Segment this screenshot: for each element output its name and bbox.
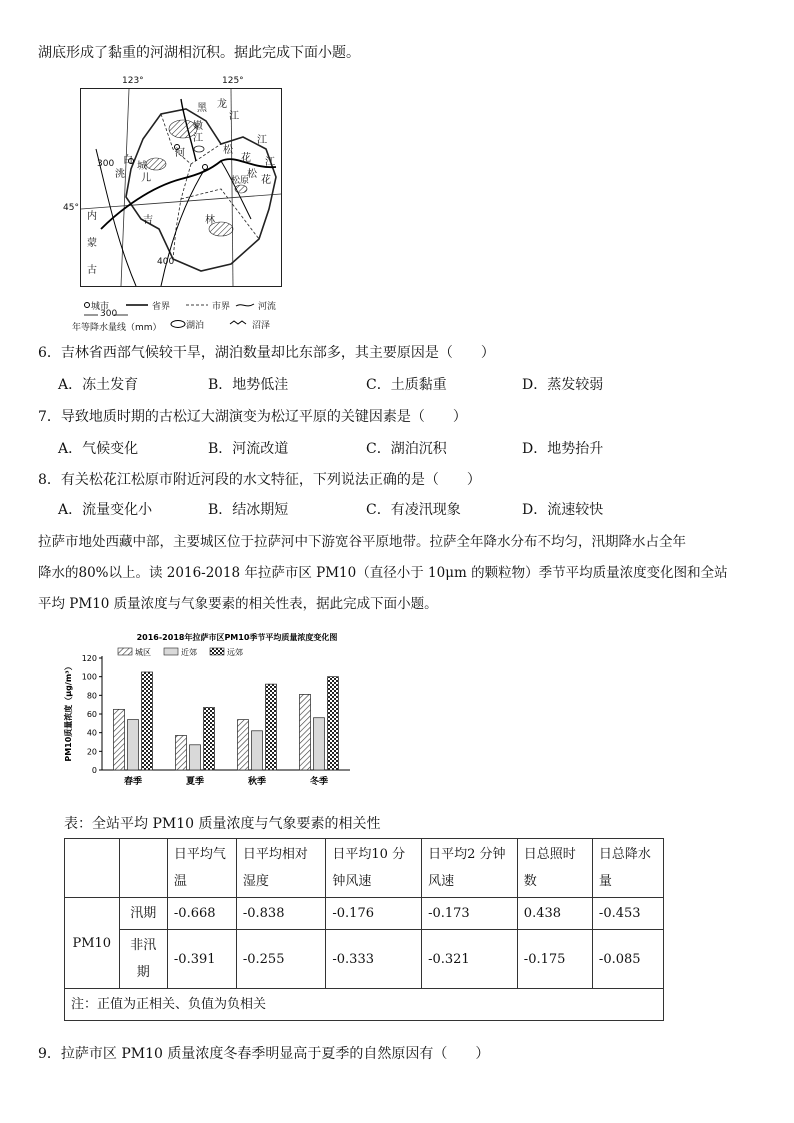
legend-300-label: 300	[100, 309, 118, 319]
legend-province-label: 省界	[152, 302, 171, 312]
legend-marsh-label: 沼泽	[252, 321, 271, 331]
lake	[194, 146, 204, 152]
y-tick-label: 80	[86, 691, 97, 701]
bar-urban	[238, 720, 249, 770]
place-nen-jiang: 江	[193, 133, 203, 144]
y-tick-label: 100	[81, 672, 97, 682]
bar-urban	[300, 694, 311, 770]
q8-option-c[interactable]: C．有凌汛现象	[366, 502, 461, 518]
legend-swatch-suburb	[164, 648, 178, 655]
cell: -0.453	[592, 898, 663, 930]
question-8-stem: 8．有关松花江松原市附近河段的水文特征，下列说法正确的是（ ）	[38, 472, 481, 488]
y-tick-label: 0	[91, 766, 97, 775]
q8-option-b[interactable]: B．结冰期短	[208, 502, 289, 518]
table-note-row	[65, 989, 664, 1021]
q8-option-a[interactable]: A．流量变化小	[58, 502, 153, 518]
label-isohyet-300: 300	[97, 159, 115, 169]
passage-line-2: 降水的80%以上。读 2016-2018 年拉萨市区 PM10（直径小于 10μm 的颗粒物）季节平均质量浓度变化图和全站	[38, 565, 728, 581]
q6-option-c[interactable]: C．土质黏重	[366, 377, 447, 393]
q7-option-d[interactable]: D．地势抬升	[522, 441, 604, 457]
cell: -0.668	[167, 898, 236, 930]
y-axis-title: PM10质量浓度（μg/m³）	[64, 662, 73, 762]
bar-suburb	[190, 745, 201, 770]
marsh-east	[235, 185, 247, 193]
cell: -0.085	[592, 930, 663, 989]
place-song: 松	[223, 145, 233, 156]
header-temperature: 日平均气温	[167, 839, 236, 898]
bar-far-suburb	[142, 672, 153, 770]
q7-option-c[interactable]: C．湖泊沉积	[366, 441, 447, 457]
legend-city-icon	[85, 303, 90, 308]
cell: -0.391	[167, 930, 236, 989]
place-er: 儿	[141, 173, 151, 184]
header-precip: 日总降水量	[592, 839, 663, 898]
chart-title: 2016-2018年拉萨市区PM10季节平均质量浓度变化图	[136, 633, 338, 642]
place-song2: 松	[247, 169, 257, 180]
question-7-stem: 7．导致地质时期的古松辽大湖演变为松辽平原的关键因素是（ ）	[38, 409, 467, 425]
cell: -0.321	[422, 930, 518, 989]
cell: -0.175	[517, 930, 592, 989]
bar-far-suburb	[328, 677, 339, 770]
place-lin: 林	[205, 215, 215, 226]
header-empty-2	[119, 839, 167, 898]
bar-far-suburb	[204, 707, 215, 770]
place-nen: 嫩	[193, 121, 203, 132]
city-marker	[203, 165, 208, 170]
bar-suburb	[314, 718, 325, 770]
place-cheng: 城	[137, 161, 147, 172]
place-jiang2: 江	[257, 135, 267, 146]
question-9-stem: 9．拉萨市区 PM10 质量浓度冬春季明显高于夏季的自然原因有（ ）	[38, 1046, 490, 1062]
place-tao: 洮	[115, 169, 125, 180]
y-tick-label: 40	[86, 728, 97, 738]
table-caption: 表：全站平均 PM10 质量浓度与气象要素的相关性	[64, 816, 381, 832]
row-label-flood: 汛期	[119, 898, 167, 930]
x-tick-label: 冬季	[309, 777, 329, 787]
header-empty-1	[65, 839, 120, 898]
cell: -0.838	[236, 898, 326, 930]
label-isohyet-400: 400	[157, 257, 175, 267]
row-group-label: PM10	[65, 898, 120, 989]
y-tick-label: 60	[86, 710, 97, 719]
q7-option-b[interactable]: B．河流改道	[208, 441, 289, 457]
q8-option-d[interactable]: D．流速较快	[522, 502, 604, 518]
legend-swatch-far-suburb	[210, 648, 224, 655]
place-meng: 蒙	[87, 238, 97, 249]
bar-suburb	[128, 720, 139, 770]
map-lon-label-125: 125°	[222, 76, 244, 86]
place-he: 河	[175, 148, 185, 159]
passage-line-3: 平均 PM10 质量浓度与气象要素的相关性表，据此完成下面小题。	[38, 596, 438, 612]
legend-city-label: 城市	[91, 302, 110, 312]
isohyet-400	[161, 167, 206, 286]
place-gu: 古	[87, 265, 97, 276]
legend-lake-label: 湖泊	[186, 321, 205, 331]
question-8-options	[58, 500, 758, 520]
pm10-seasonal-chart	[62, 630, 362, 800]
cell: -0.173	[422, 898, 518, 930]
legend-label-far-suburb: 远郊	[227, 648, 243, 657]
question-7-options	[58, 439, 758, 459]
place-hei: 黑	[197, 103, 207, 114]
bar-urban	[114, 709, 125, 770]
legend-river-label: 河流	[258, 302, 277, 312]
bar-urban	[176, 735, 187, 770]
jilin-map	[80, 88, 282, 287]
cell: -0.176	[326, 898, 422, 930]
question-6-stem: 6．吉林省西部气候较干旱，湖泊数量却比东部多，其主要原因是（ ）	[38, 345, 495, 361]
place-hua: 花	[241, 153, 251, 164]
header-wind10: 日平均10 分钟风速	[326, 839, 422, 898]
table-row-flood	[65, 898, 664, 930]
map-lat-label: 45°	[63, 203, 79, 213]
place-bai: 白	[123, 155, 133, 166]
header-wind2: 日平均2 分钟风速	[422, 839, 518, 898]
place-nei: 内	[87, 211, 97, 222]
legend-lake-icon	[171, 321, 185, 328]
q6-option-d[interactable]: D．蒸发较弱	[522, 377, 604, 393]
x-axis-labels	[124, 775, 328, 787]
legend-river-icon	[236, 304, 254, 306]
cell: 0.438	[517, 898, 592, 930]
place-jiang: 江	[229, 111, 239, 122]
y-tick-label: 20	[86, 747, 97, 757]
place-hua2: 花	[261, 175, 271, 186]
header-humidity: 日平均相对湿度	[236, 839, 326, 898]
bar-series	[114, 672, 339, 770]
legend-label-suburb: 近郊	[181, 648, 197, 657]
legend-citybound-label: 市界	[212, 302, 231, 312]
table-row-nonflood	[65, 930, 664, 989]
table-header-row	[65, 839, 664, 898]
legend-swatch-urban	[118, 648, 132, 655]
parallel-45	[81, 194, 281, 209]
legend-label-urban: 城区	[135, 648, 151, 657]
legend-isohyet-label: 年等降水量线（mm）	[72, 323, 162, 333]
correlation-table	[64, 838, 664, 1021]
passage-intro-tail: 湖底形成了黏重的河湖相沉积。据此完成下面小题。	[38, 45, 360, 61]
chart-legend	[118, 647, 243, 657]
place-jiang3: 江	[265, 157, 275, 168]
q6-option-a[interactable]: A．冻土发育	[58, 377, 139, 393]
map-drawing	[81, 89, 281, 286]
passage-line-1: 拉萨市地处西藏中部，主要城区位于拉萨河中下游宽谷平原地带。拉萨全年降水分布不均匀，汛期降水占全年	[38, 534, 686, 550]
header-sunshine: 日总照时数	[517, 839, 592, 898]
legend-marsh-icon	[230, 321, 246, 324]
bar-far-suburb	[266, 684, 277, 770]
place-long: 龙	[217, 99, 227, 110]
cell: -0.333	[326, 930, 422, 989]
cell: -0.255	[236, 930, 326, 989]
y-tick-label: 120	[81, 654, 97, 663]
table-note: 注：正值为正相关、负值为负相关	[65, 989, 664, 1021]
place-songyuan: 松原	[231, 176, 250, 186]
bar-suburb	[252, 731, 263, 770]
x-tick-label: 春季	[123, 777, 143, 787]
x-tick-label: 秋季	[247, 777, 267, 787]
q7-option-a[interactable]: A．气候变化	[58, 441, 139, 457]
row-label-nonflood: 非汛期	[119, 930, 167, 989]
x-tick-label: 夏季	[185, 777, 205, 787]
q6-option-b[interactable]: B．地势低洼	[208, 377, 289, 393]
map-lon-label-123: 123°	[122, 76, 144, 86]
place-ji: 吉	[143, 215, 153, 226]
question-6-options	[58, 375, 758, 395]
